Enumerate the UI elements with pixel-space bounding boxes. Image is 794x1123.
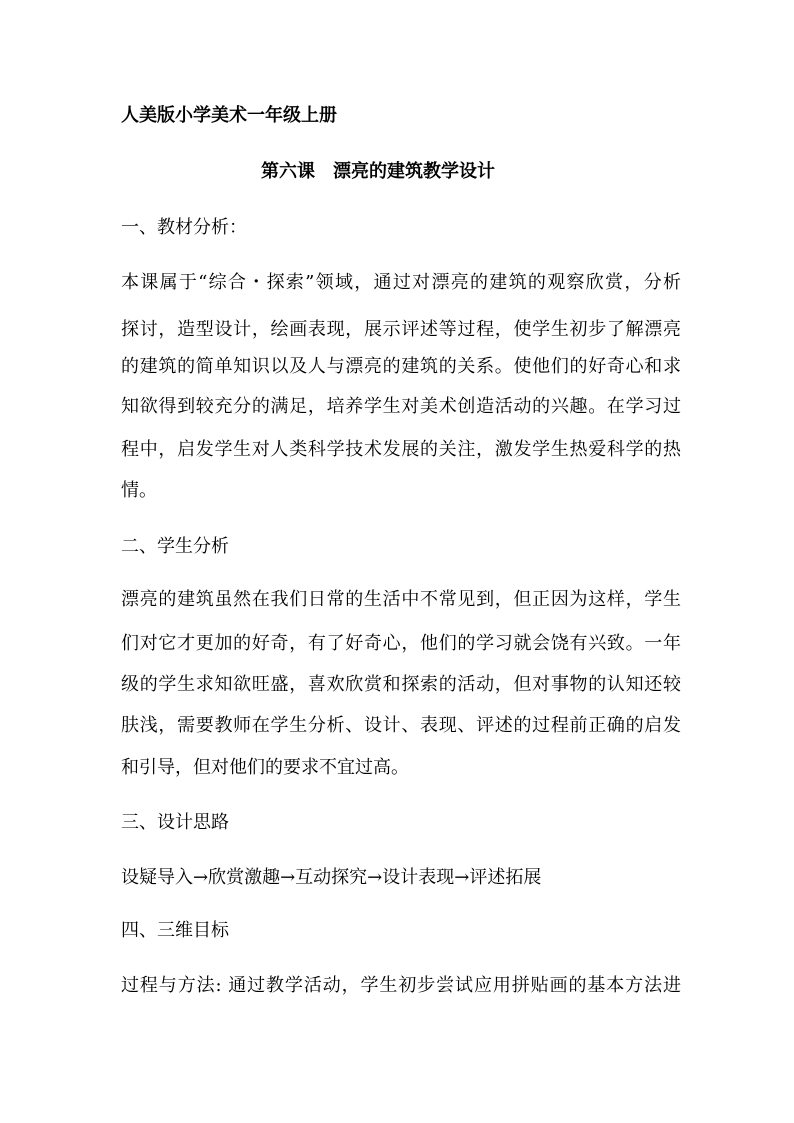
paragraph-line: 程中，启发学生对人类科学技术发展的关注，激发学生热爱科学的热 <box>121 439 681 460</box>
paragraph-line: 设疑导入→欣赏激趣→互动探究→设计表现→评述拓展 <box>121 867 542 888</box>
section-heading-three-dimensional-goals: 四、三维目标 <box>121 920 229 941</box>
paragraph-line: 级的学生求知欲旺盛，喜欢欣赏和探索的活动，但对事物的认知还较 <box>121 674 681 695</box>
paragraph-line: 肤浅，需要教师在学生分析、设计、表现、评述的过程前正确的启发 <box>121 715 681 736</box>
lesson-title: 第六课 漂亮的建筑教学设计 <box>261 161 495 182</box>
paragraph-line: 和引导，但对他们的要求不宜过高。 <box>121 757 409 778</box>
paragraph-line: 的建筑的简单知识以及人与漂亮的建筑的关系。使他们的好奇心和求 <box>121 356 681 377</box>
section-heading-student-analysis: 二、学生分析 <box>121 536 229 557</box>
paragraph-line: 漂亮的建筑虽然在我们日常的生活中不常见到，但正因为这样，学生 <box>121 589 681 610</box>
section-heading-textbook-analysis: 一、教材分析： <box>121 217 247 238</box>
paragraph-line: 本课属于“综合・探索”领域，通过对漂亮的建筑的观察欣赏，分析 <box>121 272 681 293</box>
document-header-title: 人美版小学美术一年级上册 <box>121 105 337 126</box>
paragraph-line: 们对它才更加的好奇，有了好奇心，他们的学习就会饶有兴致。一年 <box>121 633 681 654</box>
paragraph-line: 知欲得到较充分的满足，培养学生对美术创造活动的兴趣。在学习过 <box>121 396 681 417</box>
paragraph-line: 过程与方法: 通过教学活动，学生初步尝试应用拼贴画的基本方法进 <box>121 975 681 996</box>
paragraph-line: 情。 <box>121 480 157 501</box>
section-heading-design-idea: 三、设计思路 <box>121 812 229 833</box>
paragraph-line: 探讨，造型设计，绘画表现，展示评述等过程，使学生初步了解漂亮 <box>121 319 681 340</box>
